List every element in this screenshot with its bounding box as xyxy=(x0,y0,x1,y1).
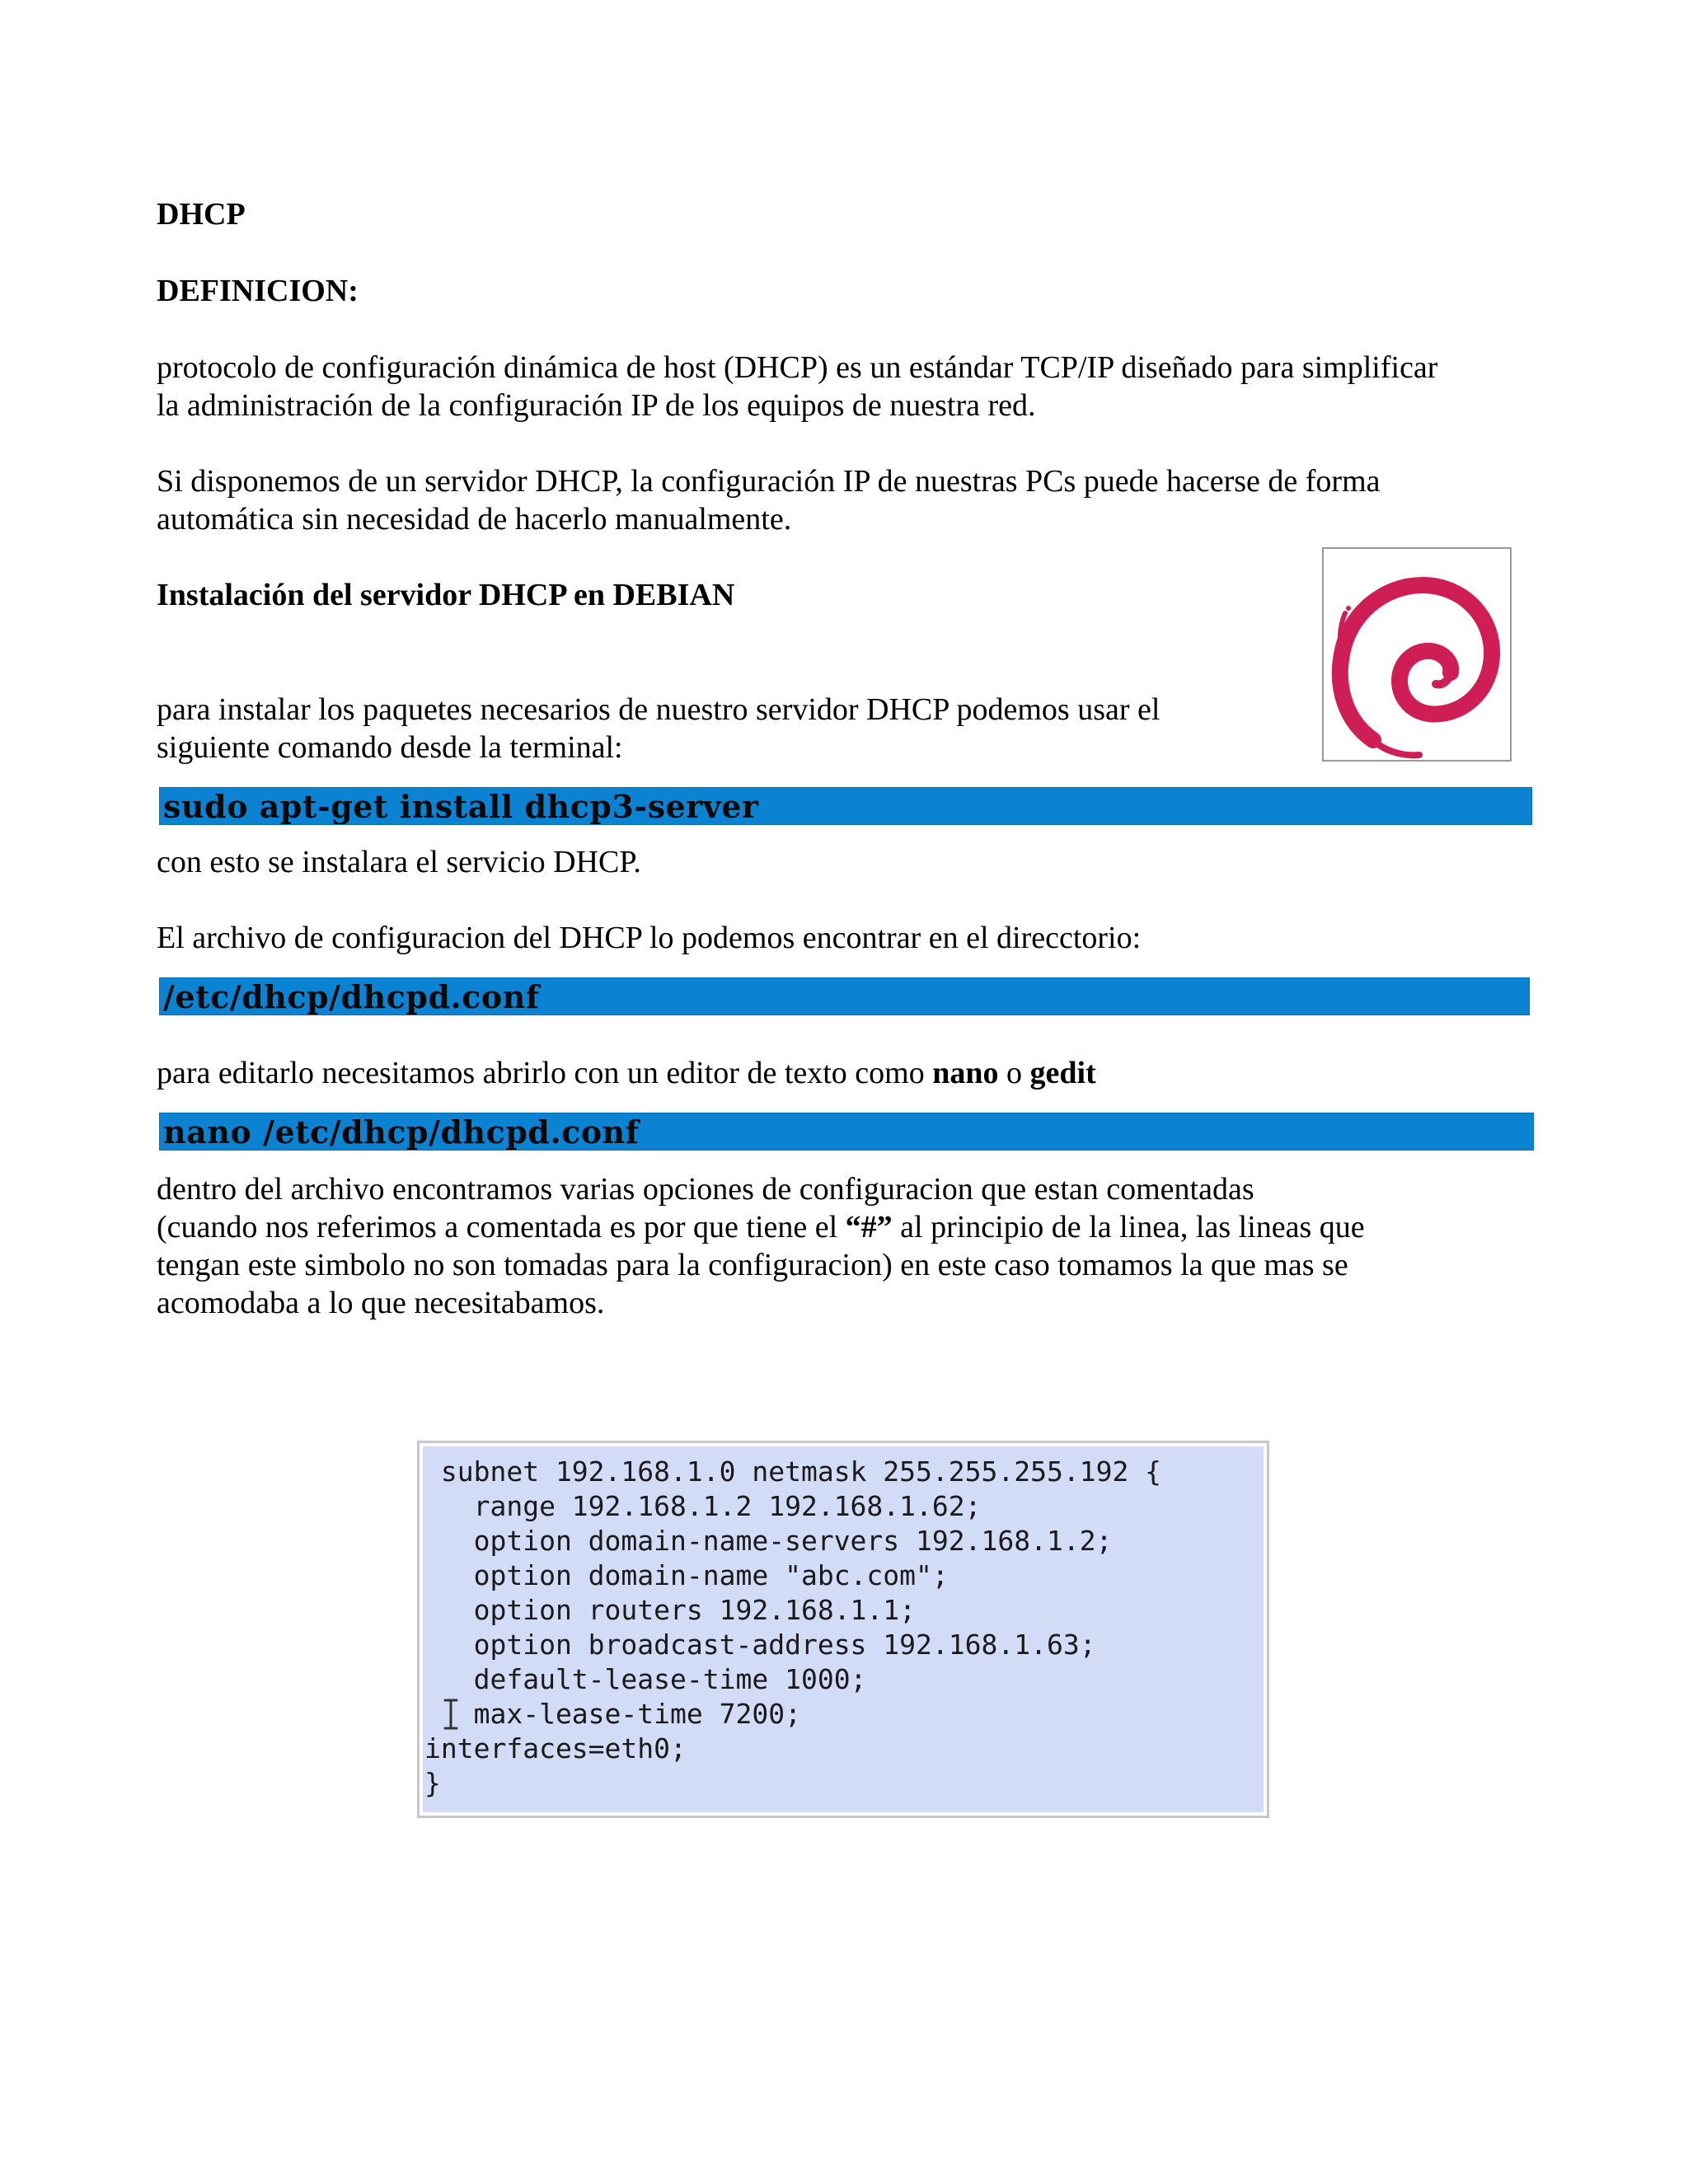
install-heading: Instalación del servidor DHCP en DEBIAN xyxy=(157,578,735,612)
document-title: DHCP xyxy=(157,197,246,232)
server-paragraph-line-1: Si disponemos de un servidor DHCP, la configuración IP de nuestras PCs puede hacerse de forma xyxy=(157,464,1381,499)
gedit-editor-name: gedit xyxy=(1029,1056,1096,1090)
debian-swirl-icon xyxy=(1324,549,1510,760)
code-line-domain-name: option domain-name "abc.com"; xyxy=(424,1559,949,1591)
edit-instructions-connector: o xyxy=(998,1056,1030,1090)
install-paragraph-line-2: siguiente comando desde la terminal: xyxy=(157,730,623,765)
install-paragraph-line-1: para instalar los paquetes necesarios de nuestro servidor DHCP podemos usar el xyxy=(157,692,1160,727)
edit-instructions-text: para editarlo necesitamos abrirlo con un editor de texto como xyxy=(157,1056,933,1090)
config-options-paragraph-line-1: dentro del archivo encontramos varias opciones de configuracion que estan comentadas xyxy=(157,1172,1254,1207)
hash-symbol: “#” xyxy=(845,1210,893,1244)
code-line-dns-servers: option domain-name-servers 192.168.1.2; xyxy=(424,1525,1113,1557)
code-line-routers: option routers 192.168.1.1; xyxy=(424,1594,917,1626)
edit-instructions-paragraph xyxy=(157,1054,1096,1092)
config-options-paragraph-line-3: tengan este simbolo no son tomadas para la configuracion) en este caso tomamos la que mas se xyxy=(157,1248,1348,1282)
code-line-broadcast: option broadcast-address 192.168.1.63; xyxy=(424,1629,1096,1661)
debian-logo xyxy=(1322,547,1512,762)
definition-paragraph-line-1: protocolo de configuración dinámica de host (DHCP) es un estándar TCP/IP diseñado para simplificar xyxy=(157,350,1438,385)
config-options-paragraph-line-4: acomodaba a lo que necesitabamos. xyxy=(157,1286,605,1320)
dhcpd-config-screenshot xyxy=(417,1441,1269,1818)
code-line-interfaces: interfaces=eth0; xyxy=(424,1732,687,1765)
comment-explanation-text: (cuando nos referimos a comentada es por que tiene el xyxy=(157,1210,846,1244)
config-path-bar: /etc/dhcp/dhcpd.conf xyxy=(159,977,1530,1015)
comment-explanation-continued: al principio de la linea, las lineas que xyxy=(892,1210,1365,1244)
code-line-closing-brace: } xyxy=(424,1767,441,1799)
definition-paragraph-line-2: la administración de la configuración IP de los equipos de nuestra red. xyxy=(157,388,1036,423)
config-options-paragraph-line-2 xyxy=(157,1208,1365,1246)
code-line-default-lease: default-lease-time 1000; xyxy=(424,1663,867,1695)
server-paragraph-line-2: automática sin necesidad de hacerlo manualmente. xyxy=(157,502,792,537)
code-line-subnet: subnet 192.168.1.0 netmask 255.255.255.192 { xyxy=(424,1455,1162,1488)
config-location-paragraph: El archivo de configuracion del DHCP lo podemos encontrar en el direcctorio: xyxy=(157,921,1142,955)
nano-editor-name: nano xyxy=(932,1056,999,1090)
definition-heading: DEFINICION: xyxy=(157,274,359,308)
install-command-bar: sudo apt-get install dhcp3-server xyxy=(159,787,1532,825)
text-cursor-icon xyxy=(442,1698,460,1731)
installed-service-note: con esto se instalara el servicio DHCP. xyxy=(157,845,641,879)
code-line-max-lease: max-lease-time 7200; xyxy=(424,1698,801,1730)
nano-command-bar: nano /etc/dhcp/dhcpd.conf xyxy=(159,1113,1534,1151)
code-background xyxy=(423,1446,1264,1812)
code-line-range: range 192.168.1.2 192.168.1.62; xyxy=(424,1490,982,1522)
